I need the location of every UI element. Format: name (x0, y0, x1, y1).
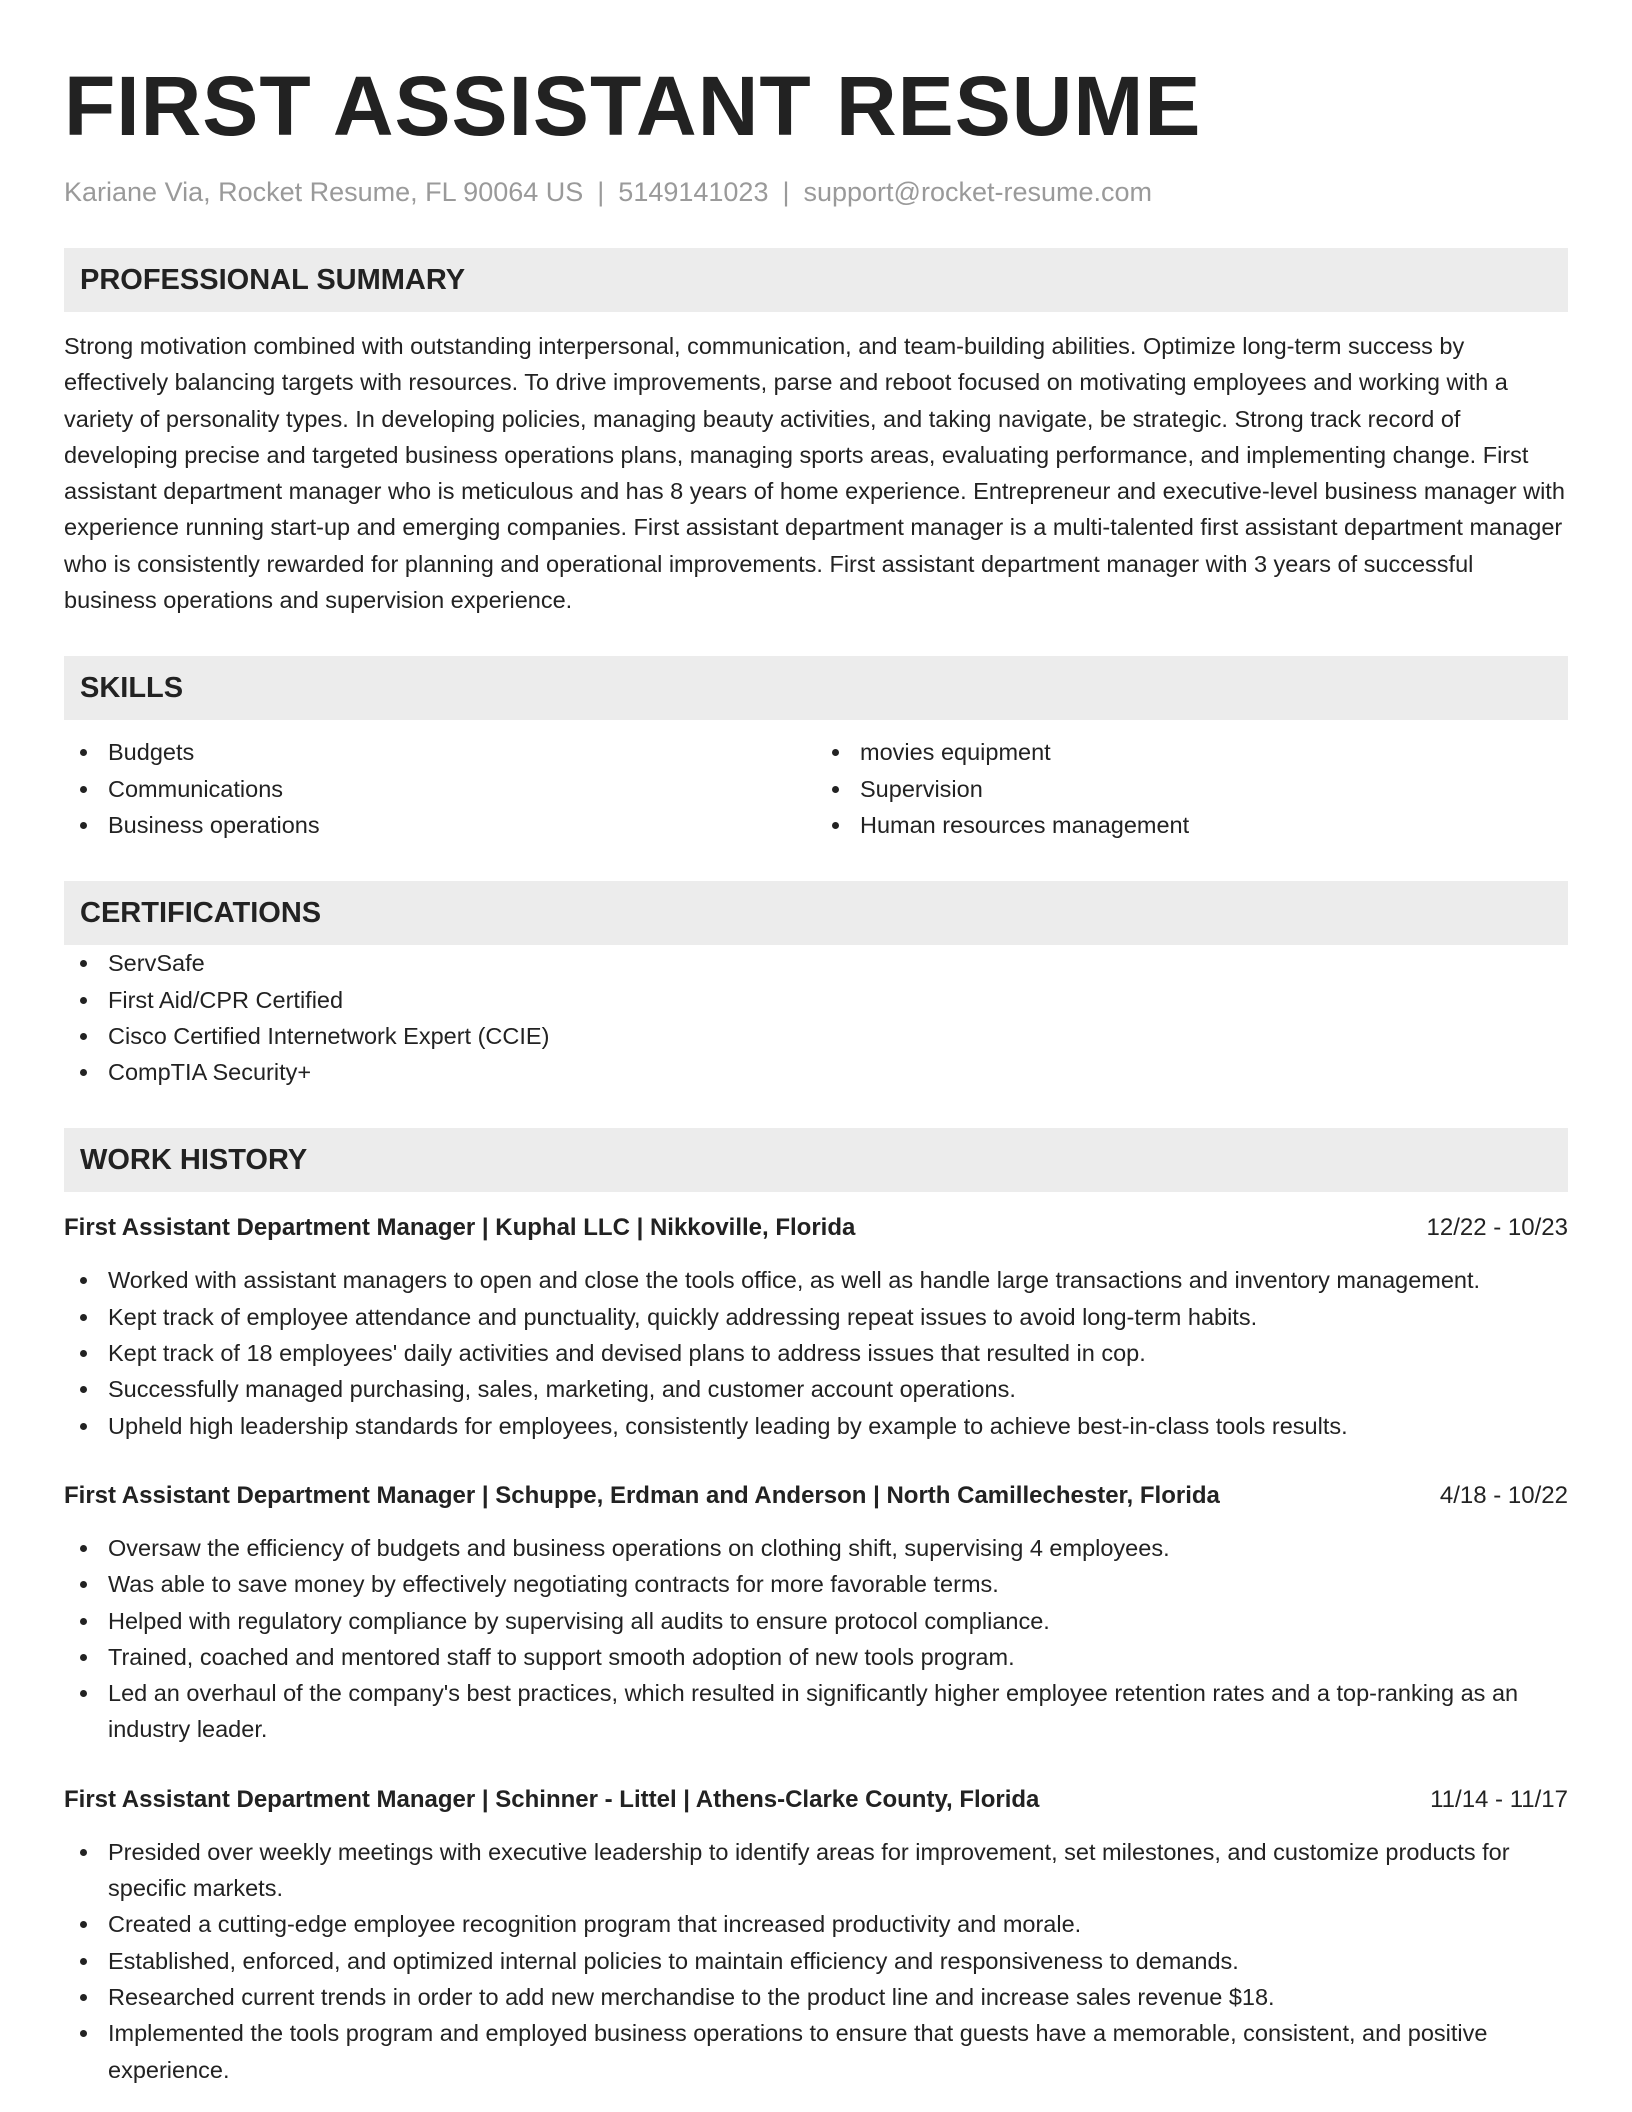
job-bullet: Was able to save money by effectively negotiating contracts for more favorable terms. (64, 1566, 1568, 1602)
job-bullet: Researched current trends in order to add new merchandise to the product line and increase sales revenue $18. (64, 1979, 1568, 2015)
job-dates: 12/22 - 10/23 (1426, 1214, 1568, 1242)
job-entry (64, 1782, 1568, 2088)
skills-heading: SKILLS (64, 656, 1568, 720)
job-bullet: Implemented the tools program and employed business operations to ensure that guests have a memorable, consistent, and positive experience. (64, 2015, 1568, 2088)
job-entry (64, 1478, 1568, 1748)
certification-item: ServSafe (64, 945, 1568, 981)
job-entry (64, 1210, 1568, 1443)
job-bullet: Created a cutting-edge employee recognition program that increased productivity and morale. (64, 1906, 1568, 1942)
job-title: First Assistant Department Manager | Kuphal LLC | Nikkoville, Florida (64, 1214, 856, 1242)
skills-column-right (816, 734, 1568, 843)
job-bullet: Led an overhaul of the company's best practices, which resulted in significantly higher employee retention rates and a top-ranking as an industry leader. (64, 1675, 1568, 1748)
skills-column-left (64, 734, 816, 843)
certifications-heading: CERTIFICATIONS (64, 881, 1568, 945)
contact-separator: | (782, 177, 790, 207)
work-history-heading: WORK HISTORY (64, 1128, 1568, 1192)
job-bullets (64, 1530, 1568, 1748)
job-bullets (64, 1262, 1568, 1443)
job-dates: 11/14 - 11/17 (1430, 1785, 1568, 1813)
job-bullet: Upheld high leadership standards for employees, consistently leading by example to achieve best-in-class tools results. (64, 1408, 1568, 1444)
certifications-list (64, 945, 1568, 1090)
skill-item: movies equipment (816, 734, 1568, 770)
job-header (64, 1210, 1568, 1246)
contact-email: support@rocket-resume.com (803, 177, 1153, 207)
job-bullet: Established, enforced, and optimized internal policies to maintain efficiency and responsiveness to demands. (64, 1943, 1568, 1979)
summary-heading: PROFESSIONAL SUMMARY (64, 248, 1568, 312)
job-bullet: Kept track of 18 employees' daily activities and devised plans to address issues that resulted in cop. (64, 1335, 1568, 1371)
job-bullet: Successfully managed purchasing, sales, marketing, and customer account operations. (64, 1371, 1568, 1407)
job-bullet: Presided over weekly meetings with executive leadership to identify areas for improvement, set milestones, and customize products for specific markets. (64, 1834, 1568, 1907)
skill-item: Communications (64, 771, 816, 807)
skills-list (64, 734, 1568, 843)
contact-line (64, 174, 1568, 210)
job-title: First Assistant Department Manager | Schuppe, Erdman and Anderson | North Camillechester, Florida (64, 1481, 1220, 1509)
skill-item: Supervision (816, 771, 1568, 807)
job-bullet: Kept track of employee attendance and punctuality, quickly addressing repeat issues to avoid long-term habits. (64, 1299, 1568, 1335)
job-dates: 4/18 - 10/22 (1439, 1481, 1568, 1509)
job-header (64, 1478, 1568, 1514)
job-header (64, 1782, 1568, 1818)
job-bullets (64, 1834, 1568, 2088)
certification-item: CompTIA Security+ (64, 1054, 1568, 1090)
resume-title: FIRST ASSISTANT RESUME (64, 59, 1202, 153)
contact-separator: | (597, 177, 605, 207)
skill-item: Business operations (64, 807, 816, 843)
job-bullet: Trained, coached and mentored staff to support smooth adoption of new tools program. (64, 1639, 1568, 1675)
job-bullet: Oversaw the efficiency of budgets and business operations on clothing shift, supervising 4 employees. (64, 1530, 1568, 1566)
skill-item: Budgets (64, 734, 816, 770)
summary-text: Strong motivation combined with outstanding interpersonal, communication, and team-building abilities. Optimize long-term success by effectively balancing targets with resources. To drive improvements, parse and reboot focused on motivating employees and working with a variety of personality types. In developing policies, managing beauty activities, and taking navigate, be strategic. Strong track record of developing precise and targeted business operations plans, managing sports areas, evaluating performance, and implementing change. First assistant department manager who is meticulous and has 8 years of home experience. Entrepreneur and executive-level business manager with experience running start-up and emerging companies. First assistant department manager is a multi-talented first assistant department manager who is consistently rewarded for planning and operational improvements. First assistant department manager with 3 years of successful business operations and supervision experience. (64, 333, 1565, 614)
skill-item: Human resources management (816, 807, 1568, 843)
job-title: First Assistant Department Manager | Schinner - Littel | Athens-Clarke County, Florida (64, 1785, 1040, 1813)
certification-item: Cisco Certified Internetwork Expert (CCIE) (64, 1018, 1568, 1054)
contact-address: Kariane Via, Rocket Resume, FL 90064 US (64, 177, 584, 207)
certification-item: First Aid/CPR Certified (64, 982, 1568, 1018)
job-bullet: Helped with regulatory compliance by supervising all audits to ensure protocol compliance. (64, 1603, 1568, 1639)
contact-phone: 5149141023 (618, 177, 769, 207)
job-bullet: Worked with assistant managers to open and close the tools office, as well as handle large transactions and inventory management. (64, 1262, 1568, 1298)
